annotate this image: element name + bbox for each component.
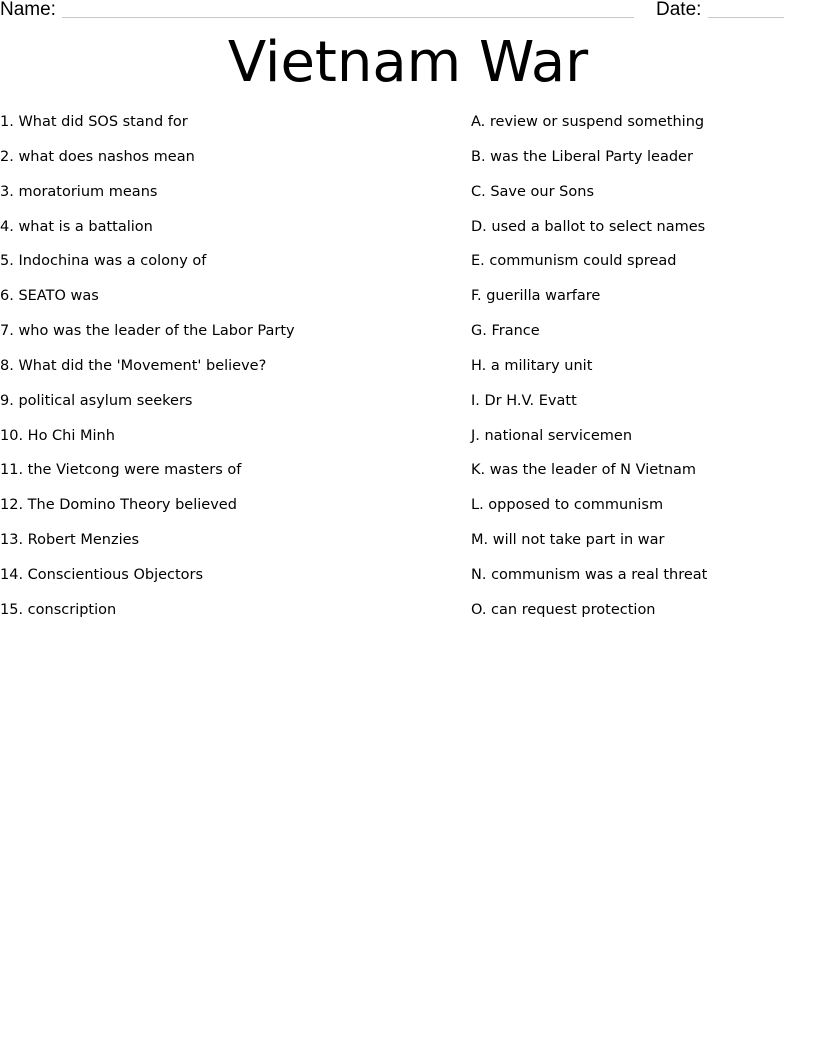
question-item: 5. Indochina was a colony of (0, 253, 207, 270)
answer-item: A. review or suspend something (471, 114, 705, 130)
question-item: 1. What did SOS stand for (0, 114, 188, 130)
answers-list (471, 111, 707, 634)
answer-item: C. Save our Sons (471, 183, 594, 200)
date-label: Date: (656, 0, 702, 20)
name-label: Name: (0, 0, 56, 20)
question-item: 12. The Domino Theory believed (0, 497, 237, 514)
question-item: 7. who was the leader of the Labor Party (0, 323, 295, 340)
question-item: 10. Ho Chi Minh (0, 427, 115, 444)
question-item: 8. What did the 'Movement' believe? (0, 357, 267, 374)
question-item: 15. conscription (0, 601, 117, 618)
answer-item: G. France (471, 323, 540, 340)
answer-item: F. guerilla warfare (471, 288, 601, 305)
questions-list (0, 111, 295, 634)
answer-item: I. Dr H.V. Evatt (471, 392, 577, 409)
question-item: 13. Robert Menzies (0, 532, 140, 549)
question-item: 3. moratorium means (0, 183, 158, 200)
date-blank-line[interactable] (708, 17, 784, 18)
answer-item: N. communism was a real threat (471, 566, 708, 583)
question-item: 11. the Vietcong were masters of (0, 462, 242, 479)
page-title: Vietnam War (227, 30, 589, 95)
answer-item: J. national servicemen (471, 427, 633, 444)
answer-item: L. opposed to communism (471, 497, 664, 514)
question-item: 4. what is a battalion (0, 218, 153, 235)
answer-item: E. communism could spread (471, 253, 677, 270)
question-item: 9. political asylum seekers (0, 392, 193, 409)
name-blank-line[interactable] (62, 17, 634, 18)
question-item: 6. SEATO was (0, 288, 99, 305)
question-item: 14. Conscientious Objectors (0, 566, 204, 583)
answer-item: D. used a ballot to select names (471, 218, 706, 235)
worksheet-header (0, 0, 816, 24)
answer-item: O. can request protection (471, 601, 656, 618)
answer-item: K. was the leader of N Vietnam (471, 462, 697, 479)
answer-item: B. was the Liberal Party leader (471, 148, 693, 165)
question-item: 2. what does nashos mean (0, 148, 195, 165)
answer-item: M. will not take part in war (471, 532, 665, 549)
answer-item: H. a military unit (471, 357, 593, 374)
